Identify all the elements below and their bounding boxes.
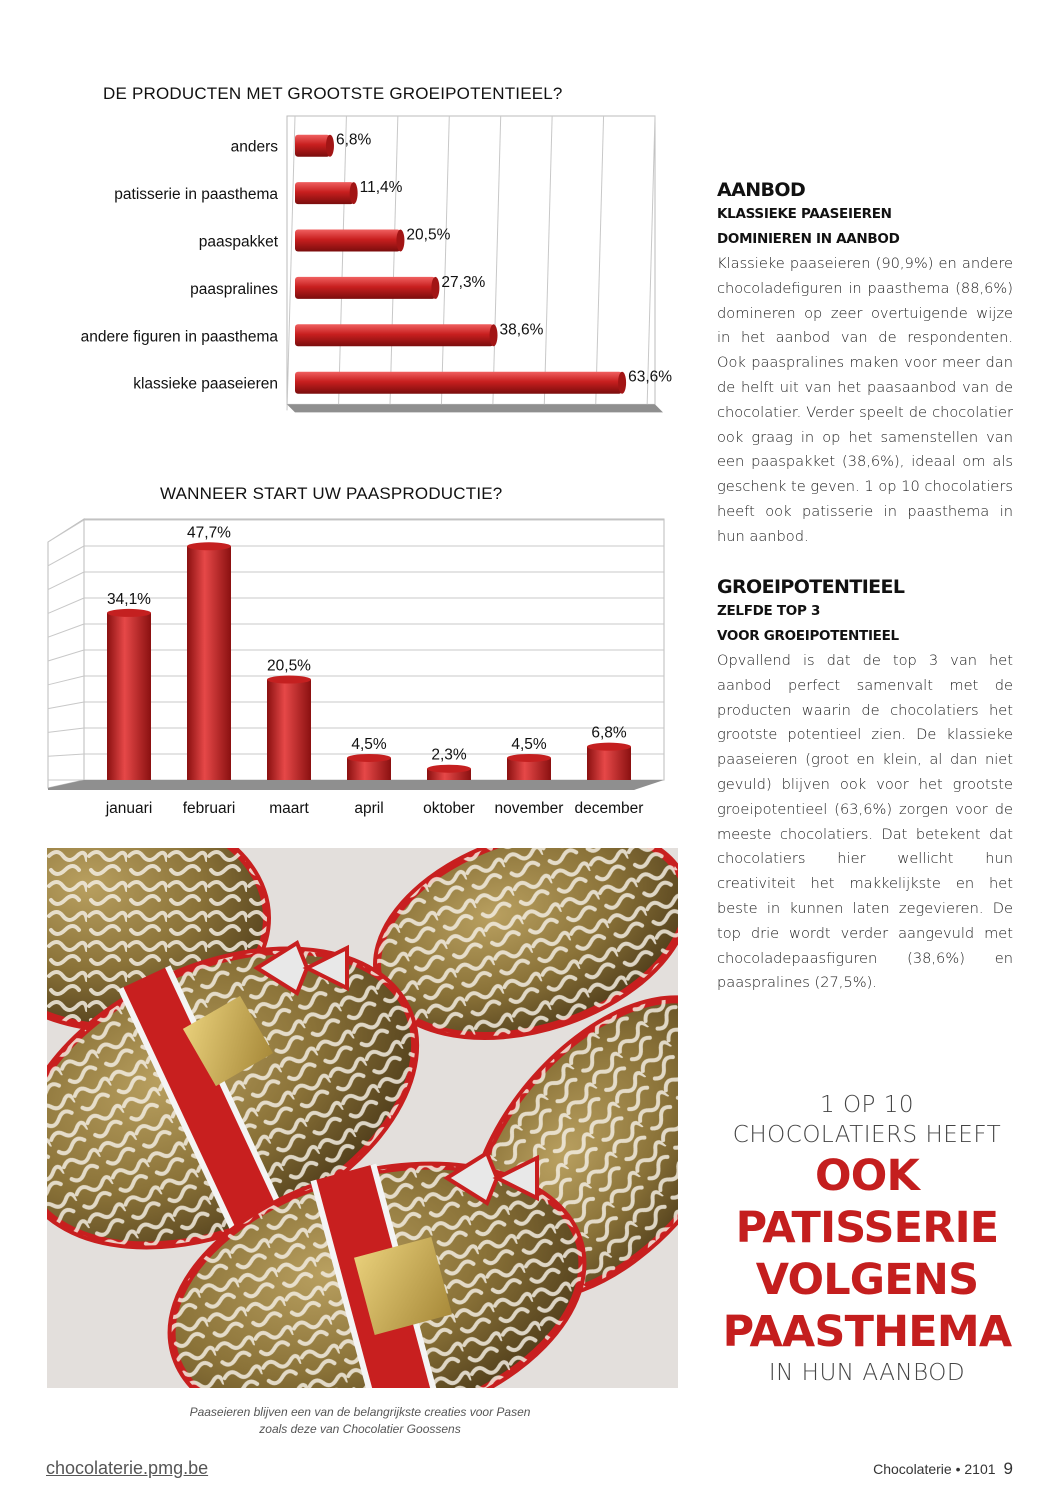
bar-cap (187, 542, 231, 550)
data-label: 38,6% (499, 321, 544, 339)
data-label: 20,5% (406, 226, 451, 244)
chart-floor (287, 404, 663, 412)
quote-emphasis: VOLGENS (755, 1255, 979, 1305)
chart1-title: DE PRODUCTEN MET GROOTSTE GROEIPOTENTIEEL? (103, 84, 563, 103)
issue-label: Chocolaterie • 2101 (873, 1461, 996, 1477)
category-label: patisserie in paasthema (114, 186, 278, 204)
bar (295, 324, 494, 346)
data-label: 63,6% (628, 368, 673, 386)
category-label: andere figuren in paasthema (80, 328, 278, 346)
bar-cap (347, 754, 391, 762)
category-label: maart (269, 800, 309, 817)
data-label: 47,7% (187, 524, 231, 542)
section-subheading: ZELFDE TOP 3 (717, 603, 821, 619)
bar (295, 277, 435, 299)
category-label: paaspralines (190, 280, 278, 298)
quote-emphasis: OOK (814, 1151, 920, 1201)
quote-emphasis: PATISSERIE (735, 1203, 999, 1253)
bar (295, 182, 354, 204)
bar-cap (107, 609, 151, 617)
bar-cap (396, 230, 404, 252)
bar-cap (587, 743, 631, 751)
easter-eggs-photo (47, 848, 678, 1388)
bar (295, 135, 330, 157)
quote-line: IN HUN AANBOD (768, 1360, 966, 1386)
section-heading: AANBOD (717, 179, 806, 201)
article-groeipotentieel (717, 575, 1013, 996)
quote-emphasis: PAASTHEMA (722, 1307, 1012, 1357)
chart-side-wall (48, 519, 84, 788)
bar-cap (350, 182, 358, 204)
article-aanbod (717, 178, 1013, 550)
pull-quote (722, 1090, 1012, 1388)
website-link[interactable]: chocolaterie.pmg.be (46, 1458, 209, 1478)
category-label: december (574, 800, 644, 817)
photo-caption (150, 1404, 570, 1438)
chart2-title: WANNEER START UW PAASPRODUCTIE? (160, 484, 503, 503)
page-footer (873, 1459, 1013, 1479)
bar-cap (326, 135, 334, 157)
data-label: 2,3% (431, 746, 467, 764)
data-label: 27,3% (441, 273, 486, 291)
section-subheading: VOOR GROEIPOTENTIEEL (717, 628, 899, 644)
data-label: 4,5% (351, 735, 387, 753)
category-label: oktober (423, 800, 475, 817)
category-label: februari (182, 800, 236, 817)
section-body: Klassieke paaseieren (90,9%) en andere chocoladefiguren in paasthema (88,6%) domineren op zeer overtuigende wijze in het aanbod van de respondenten. Ook paaspralines maken voor meer dan de helft uit van het paasaanbod van de chocolatier. Verder speelt de chocolatier ook graag in op het samenstellen van een paaspakket (38,6%), ideaal om als geschenk te geven. 1 op 10 chocolatiers heeft ook patisserie in paasthema in hun aanbod. (717, 255, 1013, 545)
bar (587, 747, 631, 780)
section-body: Opvallend is dat de top 3 van het aanbod perfect samenvalt met de producten waarin de chocolatiers het grootste potentieel zien. De klassieke paaseieren (groot en klein, al dan niet gevuld) blijven ook voor het grootste groeipotentieel (63,6%) zorgen voor de meeste chocolatiers. Dat betekent dat chocolatiers hier wellicht hun creativiteit het makkelijkste en het beste in kunnen laten zegevieren. De top drie wordt verder aangevuld met chocoladepaasfiguren (38,6%) en paaspralines (27,5%). (717, 652, 1013, 992)
section-heading: GROEIPOTENTIEEL (717, 576, 905, 598)
bar-cap (618, 372, 626, 394)
data-label: 6,8% (591, 724, 627, 742)
bar (267, 680, 311, 780)
chart-groeipotentieel (40, 110, 680, 420)
bar-cap (507, 754, 551, 762)
bar-cap (267, 676, 311, 684)
category-label: paaspakket (198, 233, 278, 251)
data-label: 11,4% (359, 179, 403, 197)
caption-line: Paaseieren blijven een van de belangrijkste creaties voor Pasen (189, 1405, 531, 1419)
category-label: klassieke paaseieren (133, 375, 278, 393)
data-label: 4,5% (511, 735, 547, 753)
data-label: 34,1% (107, 590, 151, 608)
section-subheading: KLASSIEKE PAASEIEREN (717, 206, 892, 222)
category-label: januari (105, 800, 153, 817)
data-label: 20,5% (267, 657, 311, 675)
bar (187, 546, 231, 780)
quote-line: 1 OP 10 (820, 1092, 914, 1118)
data-label: 6,8% (335, 131, 372, 149)
chart-paasproductie-start (40, 505, 680, 825)
bar-cap (427, 765, 471, 773)
bar (295, 372, 622, 394)
bar (107, 613, 151, 780)
quote-line: CHOCOLATIERS HEEFT (732, 1122, 1002, 1148)
caption-line: zoals deze van Chocolatier Goossens (259, 1422, 461, 1436)
category-label: april (354, 800, 384, 817)
category-label: november (494, 800, 564, 817)
bar (295, 230, 400, 252)
chart-floor (48, 780, 664, 790)
section-subheading: DOMINIEREN IN AANBOD (717, 231, 900, 247)
category-label: anders (230, 138, 278, 156)
bar-cap (490, 324, 498, 346)
bar-cap (431, 277, 439, 299)
page-number: 9 (1003, 1459, 1013, 1478)
